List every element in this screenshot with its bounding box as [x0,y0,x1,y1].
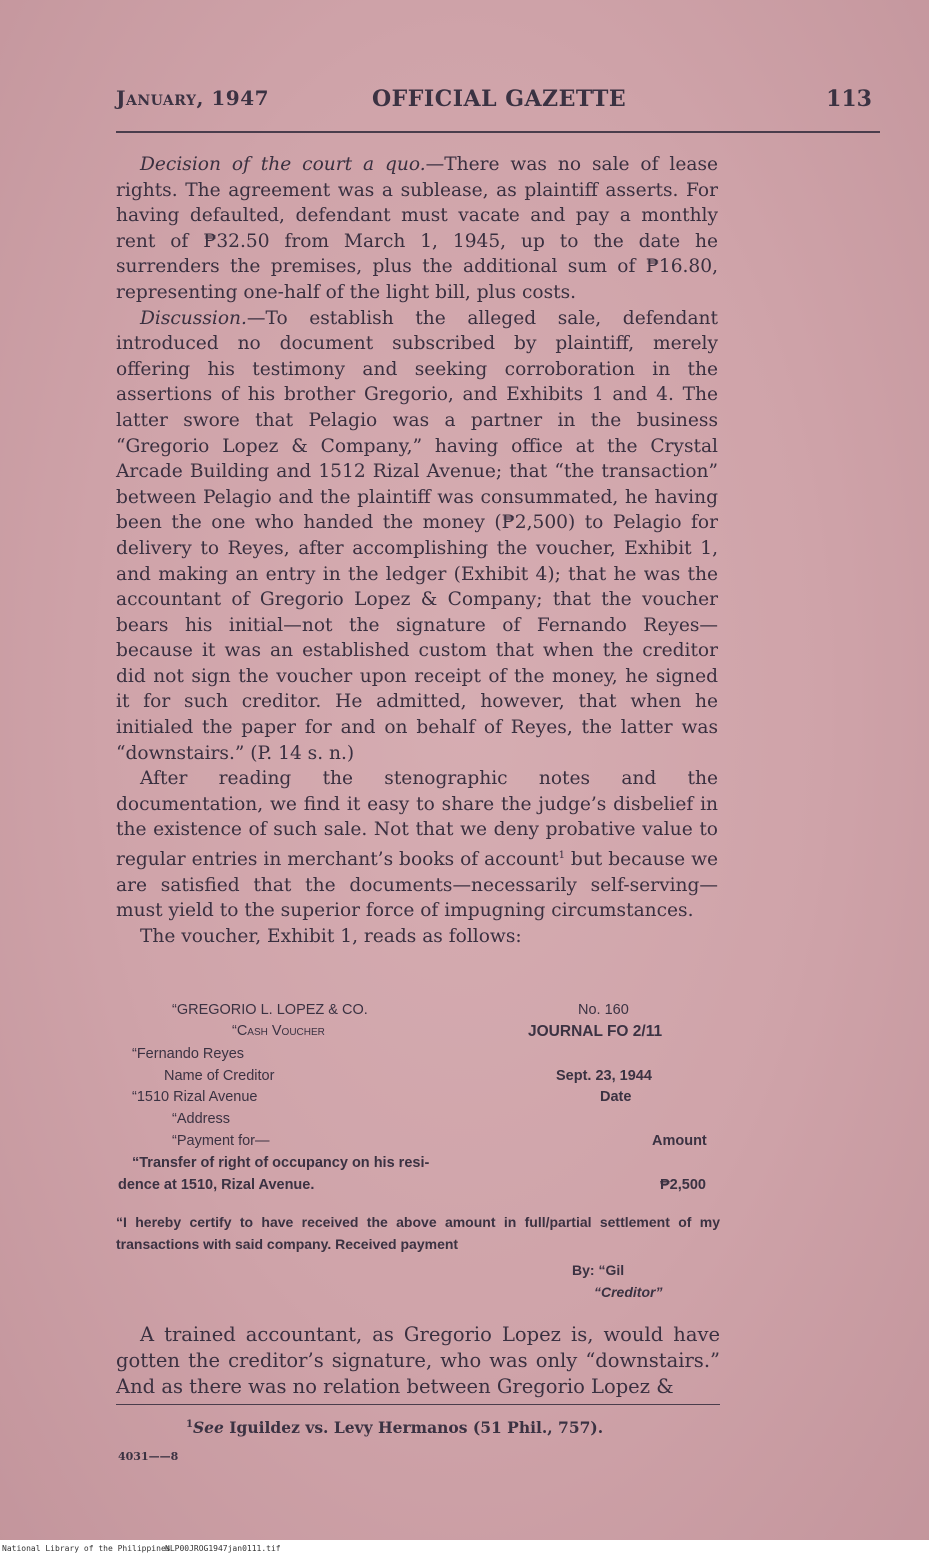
body-tail [116,1322,720,1400]
voucher-address-label: “Address [172,1111,231,1127]
voucher-address: “1510 Rizal Avenue [132,1089,258,1105]
voucher-amount-label: Amount [652,1133,707,1149]
reading-text-b: but because we are satisfied that the documents—necessarily self-serving—must yield to the superior force of impugning circumstances. [116,849,718,922]
footnote-mark: 1 [186,1418,193,1430]
footnote-rule [116,1404,720,1405]
page-header [116,86,880,116]
printer-signature: 4031——8 [118,1450,179,1463]
footnote-see: See [192,1418,224,1437]
voucher-company: “GREGORIO L. LOPEZ & CO. [172,1002,368,1018]
voucher-date: Sept. 23, 1944 [556,1068,652,1084]
voucher-type: “Cash Voucher [232,1023,325,1039]
paragraph-reading [116,766,718,924]
voucher-block [116,1000,720,1200]
decision-lead: Decision of the court a quo. [140,154,426,175]
voucher-certification [116,1211,720,1255]
voucher-by: By: “Gil [572,1262,625,1278]
voucher-creditor-name: “Fernando Reyes [132,1046,245,1062]
discussion-text: —To establish the alleged sale, defendant introduced no document subscribed by plaintiff, merely offering his testimony and seeking corroboration in the assertions of his brother Gregorio, and Exhibits 1 and 4. The latter swore that Pelagio was a partner in the business “Gregorio Lopez & Company,” having office at the Crystal Arcade Building and 1512 Rizal Avenue; that “the transaction” between Pelagio and the plaintiff was consummated, he having been the one who handed the money (₱2,500) to Pelagio for delivery to Reyes, after accomplishing the voucher, Exhibit 1, and making an entry in the ledger (Exhibit 4); that he was the accountant of Gregorio Lopez & Company; that the voucher bears his initial—not the signature of Fernando Reyes—because it was an established custom that when the creditor did not sign the voucher upon receipt of the money, he signed it for such creditor. He admitted, however, that when he initialed the paper for and on behalf of Reyes, the latter was “downstairs.” (P. 14 s. n.) [116,307,718,764]
voucher-intro-text: The voucher, Exhibit 1, reads as follows: [140,926,522,947]
body-text [116,152,718,950]
voucher-payment-line1: “Transfer of right of occupancy on his resi- [132,1155,430,1171]
paragraph-discussion [116,306,718,767]
voucher-amount: ₱2,500 [660,1177,706,1193]
footnote-text: Iguildez vs. Levy Hermanos (51 Phil., 757). [223,1418,604,1437]
paragraph-decision [116,152,718,306]
header-rule [116,131,880,133]
page-number: 113 [826,86,872,112]
voucher-date-label: Date [600,1089,632,1105]
paragraph-accountant: A trained accountant, as Gregorio Lopez is, would have gotten the creditor’s signature, who was only “downstairs.” And as there was no relation between Gregorio Lopez & [116,1323,720,1398]
voucher-journal: JOURNAL FO 2/11 [528,1023,663,1040]
voucher-creditor-label: Name of Creditor [164,1068,275,1084]
scan-filename: NLP00JROG1947jan0111.tif [165,1544,281,1553]
voucher-creditor-sig: “Creditor” [594,1284,663,1300]
voucher-payment-label: “Payment for— [172,1133,270,1149]
certification-text: “I hereby certify to have received the above amount in full/partial settlement of my transactions with said company. Received payment [116,1214,720,1252]
header-date: January, 1947 [116,86,270,110]
footnote-ref: 1 [558,850,565,862]
reading-text-a: After reading the stenographic notes and the documentation, we find it easy to share the judge’s disbelief in the existence of such sale. Not that we deny probative value to regular entries in merchant’s books of account [116,768,718,871]
header-title: OFFICIAL GAZETTE [372,86,627,112]
paragraph-voucher-intro [116,924,718,950]
scan-library: National Library of the Philippines [2,1544,171,1553]
voucher-payment-line2: dence at 1510, Rizal Avenue. [118,1177,315,1193]
decision-text: —There was no sale of lease rights. The agreement was a sublease, as plaintiff asserts. For having defaulted, defendant must vacate and pay a monthly rent of ₱32.50 from March 1, 1945, up to the date he surrenders the premises, plus the additional sum of ₱16.80, representing one-half of the light bill, plus costs. [116,154,718,303]
footnote [186,1418,603,1437]
scan-info-strip [0,1540,929,1558]
discussion-lead: Discussion. [140,307,247,329]
voucher-number: No. 160 [578,1002,629,1018]
